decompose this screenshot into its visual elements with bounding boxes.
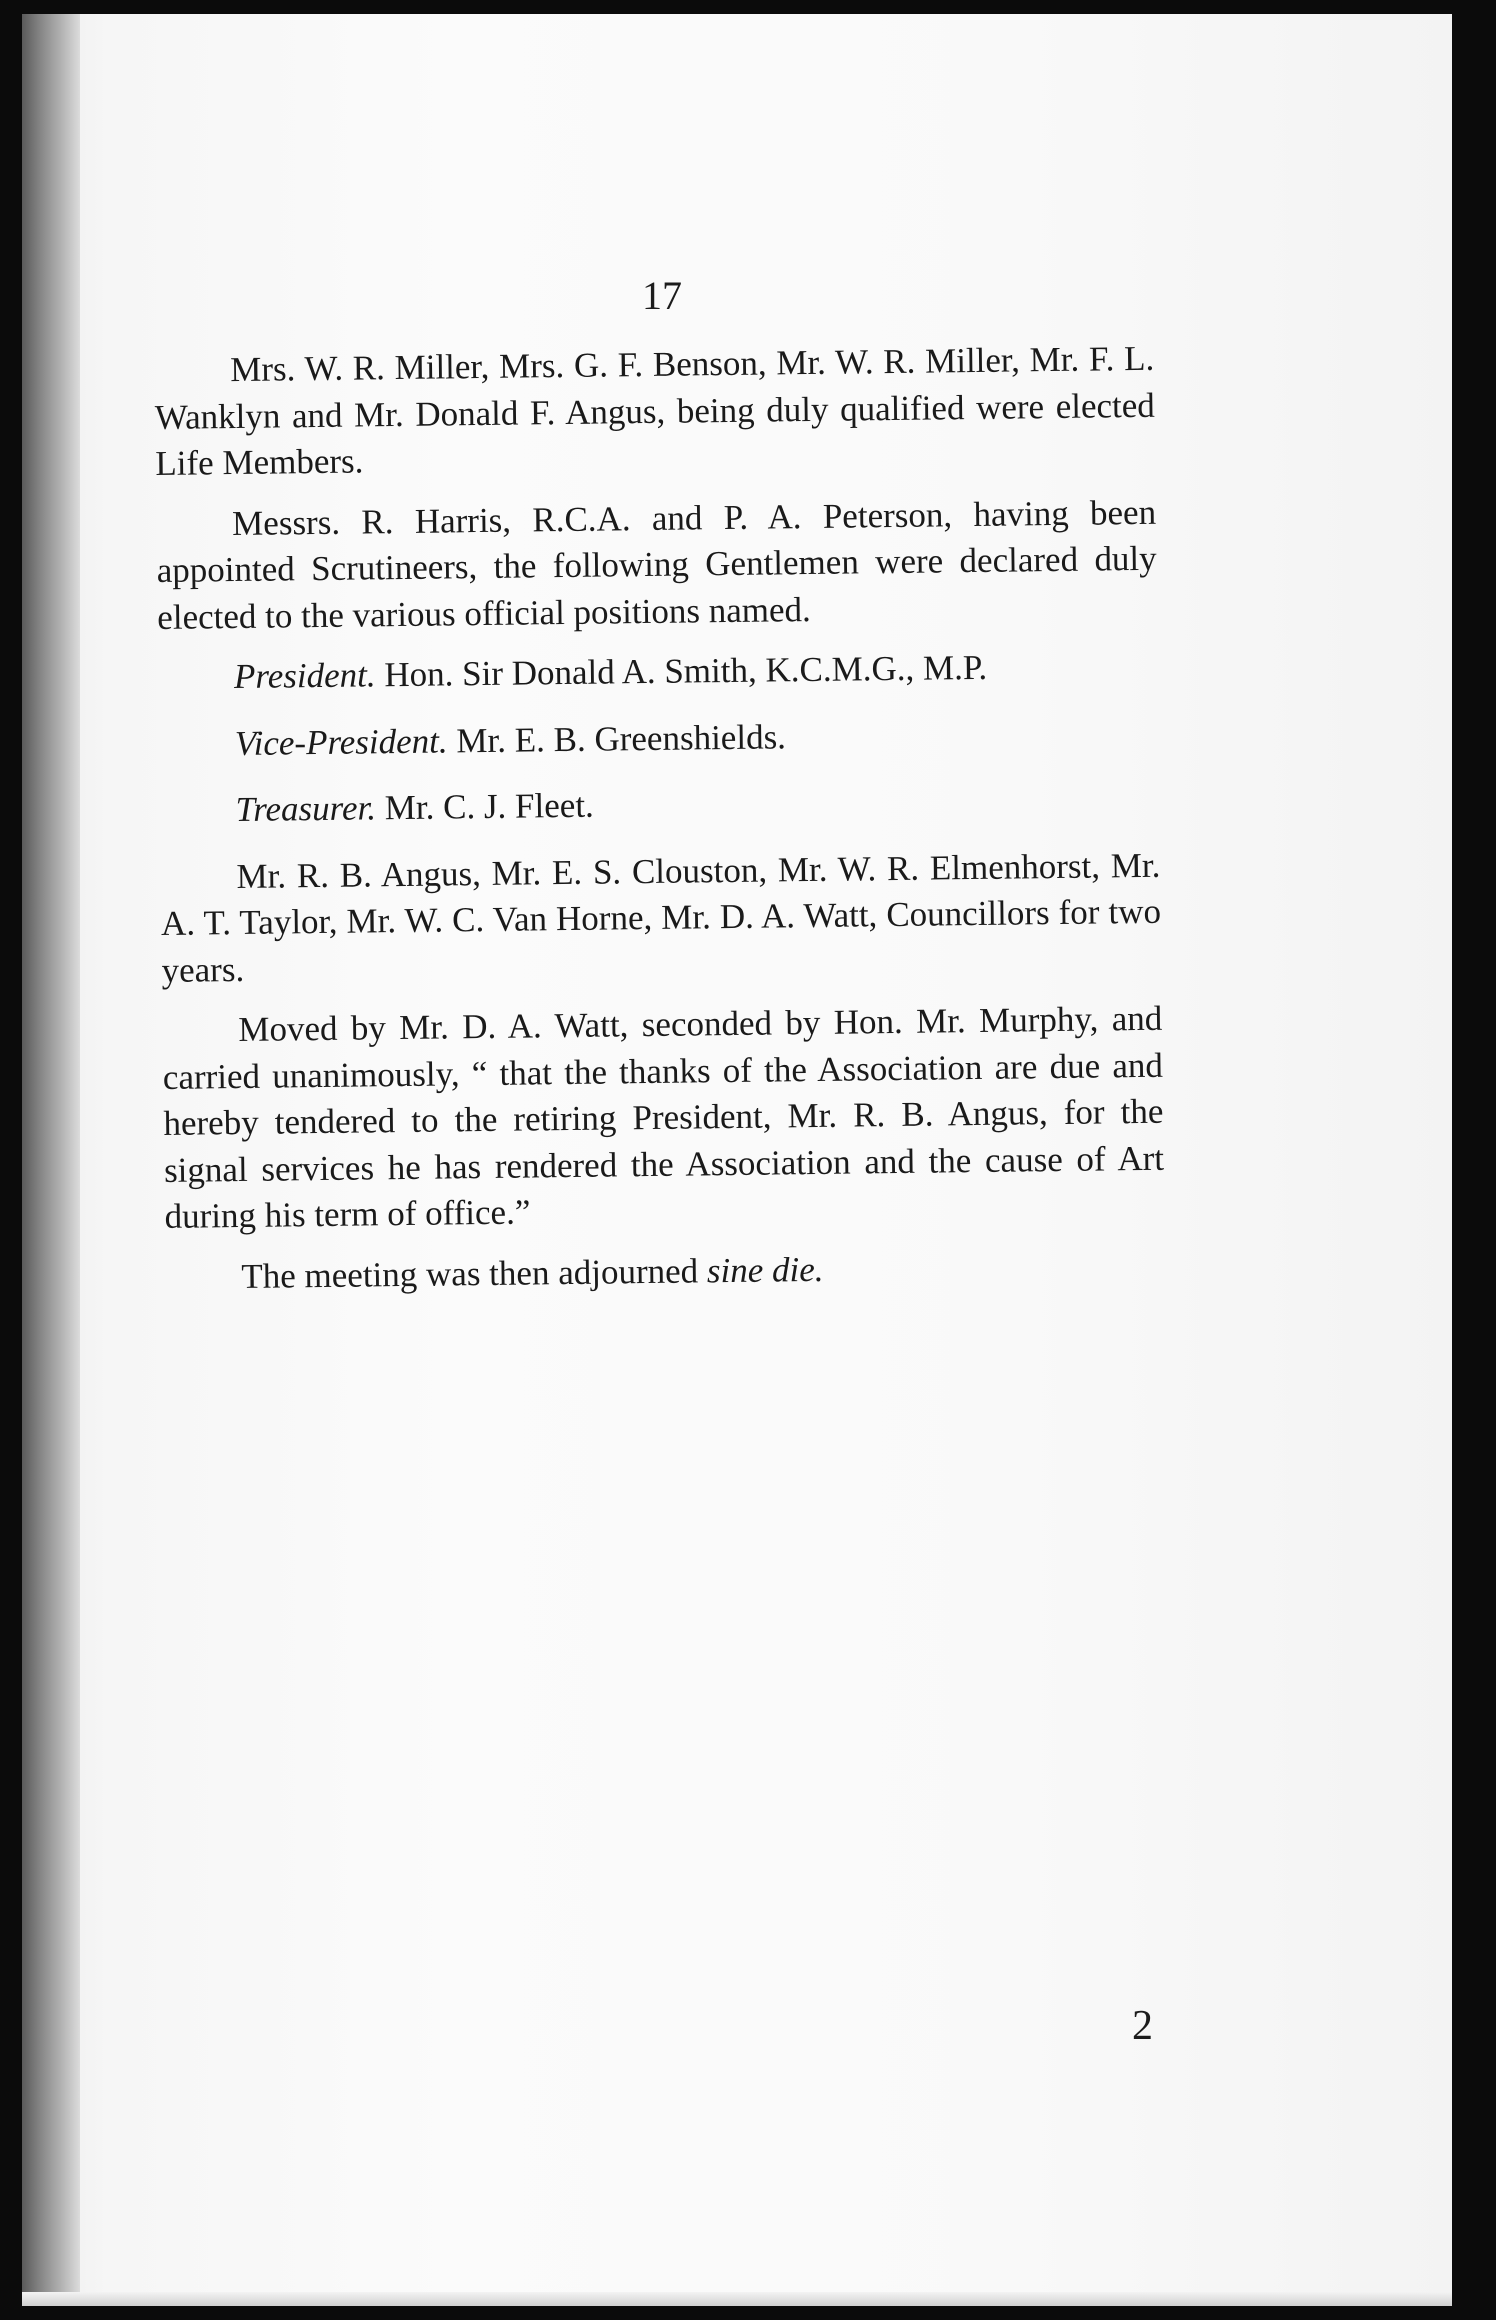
officer-name: Mr. C. J. Fleet. [384, 785, 595, 828]
closing-paragraph [165, 1242, 1165, 1301]
body-text [154, 336, 1166, 1315]
book-spine-shadow [22, 14, 80, 2306]
document-page [22, 14, 1452, 2306]
life-members-paragraph: Mrs. W. R. Miller, Mrs. G. F. Benson, Mr. W. R. Miller, Mr. F. L. Wanklyn and Mr. Donald F. Angus, being duly qualified were elected Life Members. [154, 338, 1156, 483]
signature-mark: 2 [1132, 2003, 1153, 2049]
motion-paragraph: Moved by Mr. D. A. Watt, seconded by Hon. Mr. Murphy, and carried unanimously, “ that the thanks of the Association are due and hereby tendered to the retiring President, Mr. R. B. Angus, for the signal services he has rendered the Association and the cause of Art during his term of office.” [162, 998, 1165, 1236]
officer-president [158, 643, 1158, 702]
closing-text: The meeting was then adjourned [241, 1250, 699, 1296]
officer-treasurer [159, 776, 1159, 835]
officer-name: Hon. Sir Donald A. Smith, K.C.M.G., M.P. [384, 647, 988, 695]
page-number: 17 [642, 273, 682, 318]
councillors-paragraph: Mr. R. B. Angus, Mr. E. S. Clouston, Mr. W. R. Elmenhorst, Mr. A. T. Taylor, Mr. W. C. Van Horne, Mr. D. A. Watt, Councillors for two years. [160, 845, 1162, 990]
officer-name: Mr. E. B. Greenshields. [456, 716, 787, 760]
officer-role: Vice-President. [234, 720, 448, 763]
scrutineers-paragraph: Messrs. R. Harris, R.C.A. and P. A. Peterson, having been appointed Scrutineers, the following Gentlemen were declared duly elected to the various official positions named. [156, 492, 1157, 637]
officer-role: Treasurer. [235, 788, 377, 830]
officer-role: President. [233, 655, 376, 697]
page-bottom-edge [22, 2292, 1452, 2306]
closing-italic: sine die. [706, 1249, 824, 1290]
officer-vice-president [159, 709, 1159, 768]
